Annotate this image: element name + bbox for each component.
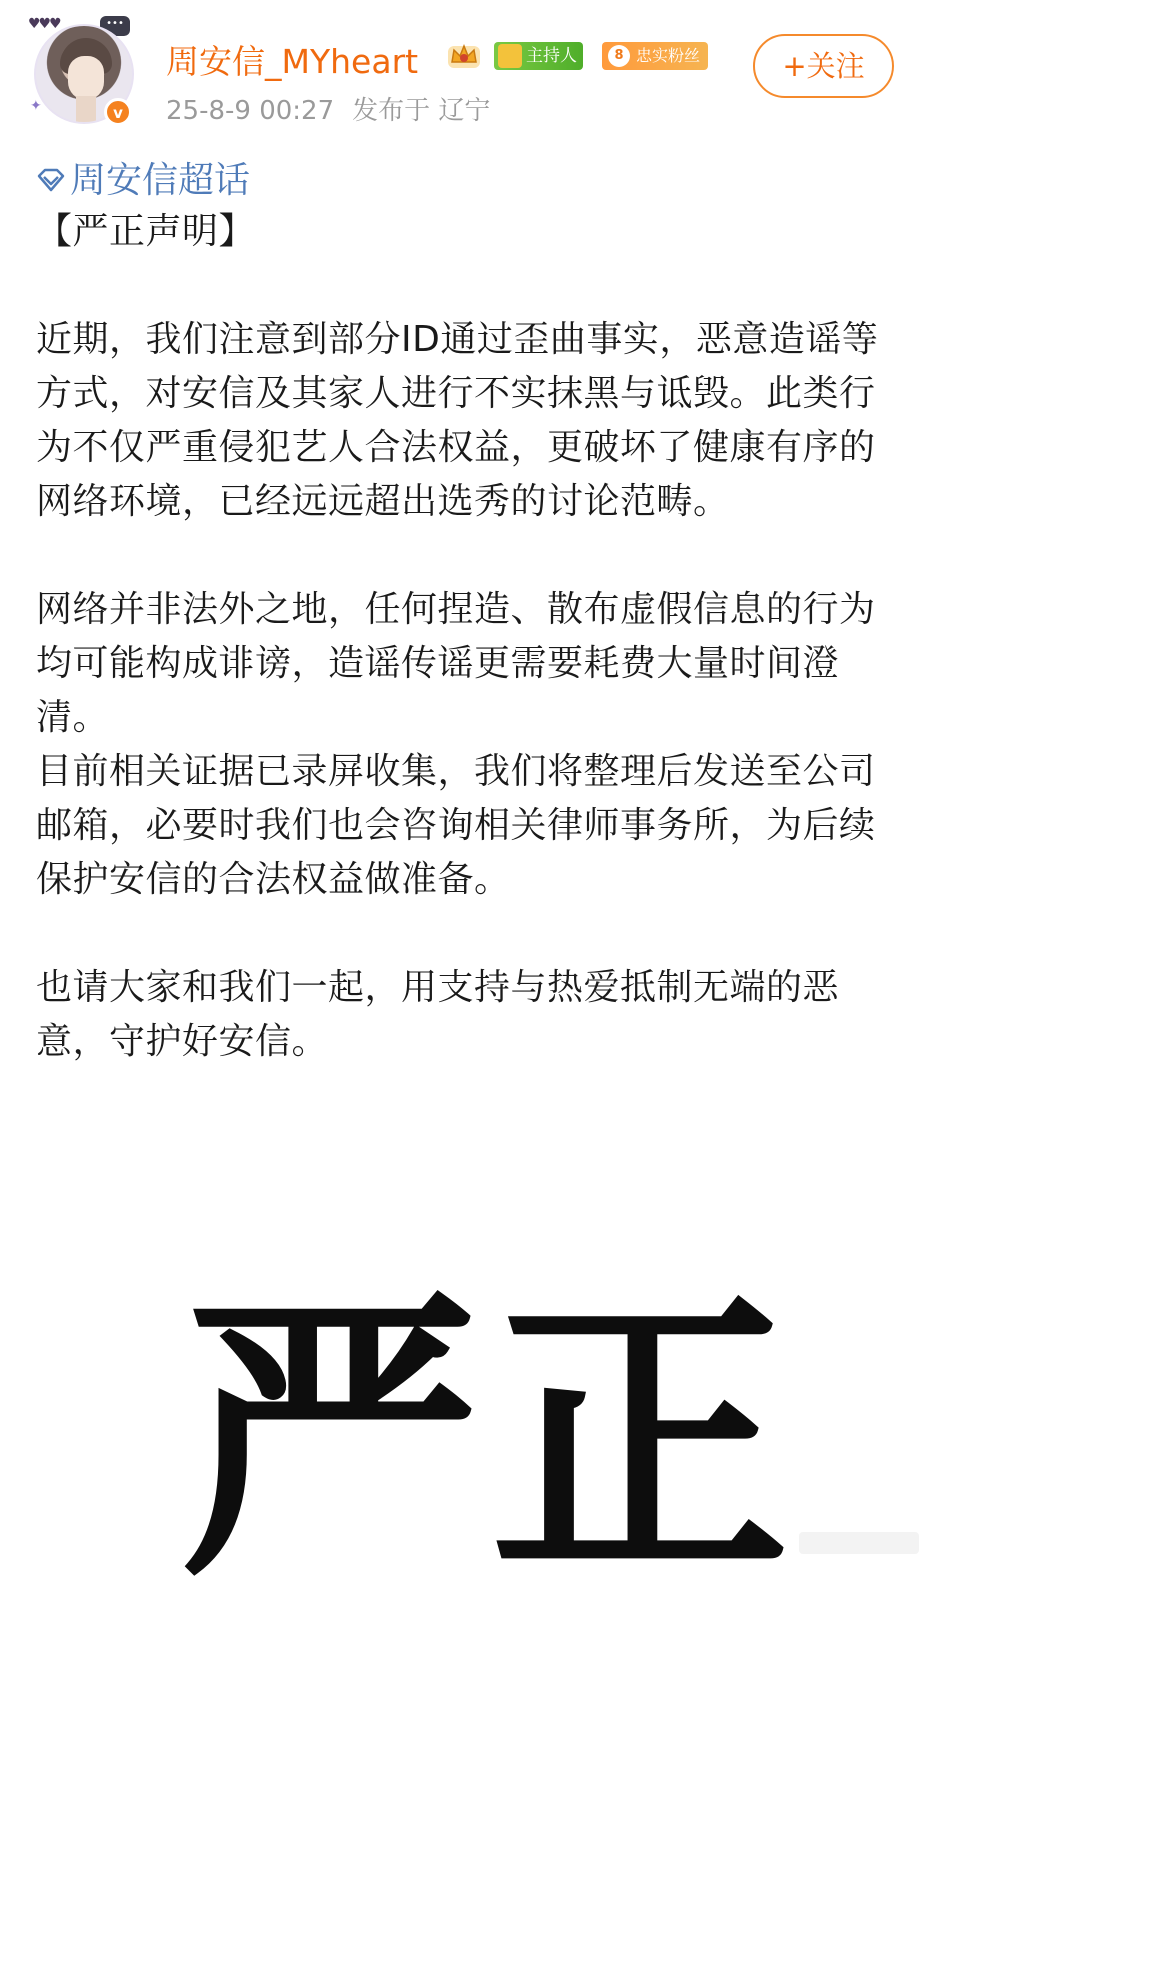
post-meta (166, 90, 490, 127)
post-date: 25-8-9 00:27 (166, 96, 335, 126)
post-header (0, 0, 929, 140)
post-location: 发布于 辽宁 (352, 96, 491, 126)
host-badge-icon (498, 44, 522, 68)
fan-badge-label: 忠实粉丝 (636, 46, 701, 65)
follow-button[interactable]: +关注 (753, 34, 894, 98)
sparkle-icon: ✦ (30, 98, 42, 114)
chat-bubble-icon: ••• (100, 16, 130, 36)
host-badge-label: 主持人 (526, 46, 577, 66)
crown-icon (444, 40, 484, 72)
post-image-text: 严正 (180, 1267, 800, 1616)
fan-level-icon: 8 (608, 45, 630, 67)
super-topic-link[interactable] (36, 152, 250, 203)
hearts-decoration-icon: ♥♥♥ (28, 16, 60, 32)
username[interactable]: 周安信_MYheart (166, 42, 419, 81)
super-topic-label: 周安信超话 (70, 160, 251, 201)
post-body: 【严正声明】 近期，我们注意到部分ID通过歪曲事实，恶意造谣等方式，对安信及其家人进行不实抹黑与诋毁。此类行为不仅严重侵犯艺人合法权益，更破坏了健康有序的网络环境，已经远远超出选秀的讨论范畴。 网络并非法外之地，任何捏造、散布虚假信息的行为均可能构成诽谤，造谣传谣更需要耗费大量时间澄清。 目前相关证据已录屏收集，我们将整理后发送至公司邮箱，必要时我们也会咨询相关律师事务所，为后续保护安信的合法权益做准备。 也请大家和我们一起，用支持与热爱抵制无端的恶意，守护好安信。 (36, 211, 879, 1062)
loyal-fan-badge[interactable] (602, 42, 708, 70)
diamond-icon (36, 165, 66, 195)
verified-icon: v (104, 98, 132, 126)
host-badge[interactable] (494, 42, 583, 70)
watermark (799, 1532, 919, 1554)
avatar[interactable] (28, 16, 140, 128)
